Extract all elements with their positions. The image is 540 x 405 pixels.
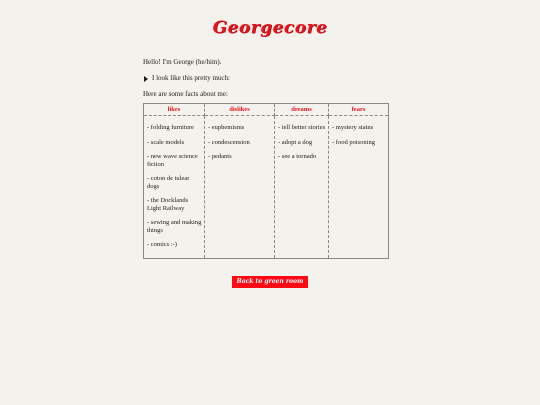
disclosure-triangle-icon	[144, 76, 148, 82]
facts-table-row	[144, 116, 389, 259]
list-item: - see a tornado	[278, 153, 317, 160]
appearance-details-toggle[interactable]	[143, 74, 393, 83]
header-fears: fears	[329, 104, 389, 116]
facts-table-header-row	[144, 104, 389, 116]
header-likes: likes	[144, 104, 205, 116]
fears-list	[332, 124, 386, 146]
list-item: - food poisoning	[332, 138, 375, 146]
likes-cell	[144, 116, 205, 259]
list-item: - mystery stains	[332, 124, 374, 131]
facts-intro-text: Here are some facts about me:	[143, 90, 228, 98]
list-item: - new wave science fiction	[147, 153, 198, 168]
list-item: - comics :-)	[147, 241, 177, 248]
list-item: - tell better stories	[278, 124, 326, 131]
dreams-list	[278, 124, 326, 161]
list-item: - scale models	[147, 138, 185, 146]
site-title: Georgecore	[212, 18, 328, 38]
dreams-cell	[275, 116, 329, 259]
intro-section	[143, 58, 393, 99]
list-item: - condescension	[208, 138, 250, 146]
greeting-text: Hello! I'm George (he/him).	[143, 58, 222, 66]
dislikes-list	[208, 124, 272, 161]
dislikes-cell	[205, 116, 275, 259]
header-dreams: dreams	[275, 104, 329, 116]
list-item: - folding furniture	[147, 124, 194, 131]
fears-cell	[329, 116, 389, 259]
back-to-green-room-button[interactable]: Back to green room	[232, 276, 308, 288]
list-item: - adopt a dog	[278, 138, 313, 146]
details-summary-label: I look like this pretty much:	[152, 74, 230, 82]
facts-table	[143, 103, 389, 259]
likes-list	[147, 124, 202, 249]
list-item: - pedants	[208, 153, 232, 160]
list-item: - sewing and making things	[147, 219, 202, 234]
list-item: - euphemisms	[208, 124, 245, 131]
list-item: - coton de tulear dogs	[147, 175, 190, 190]
header-dislikes: dislikes	[205, 104, 275, 116]
list-item: - the Docklands Light Railway	[147, 197, 189, 212]
